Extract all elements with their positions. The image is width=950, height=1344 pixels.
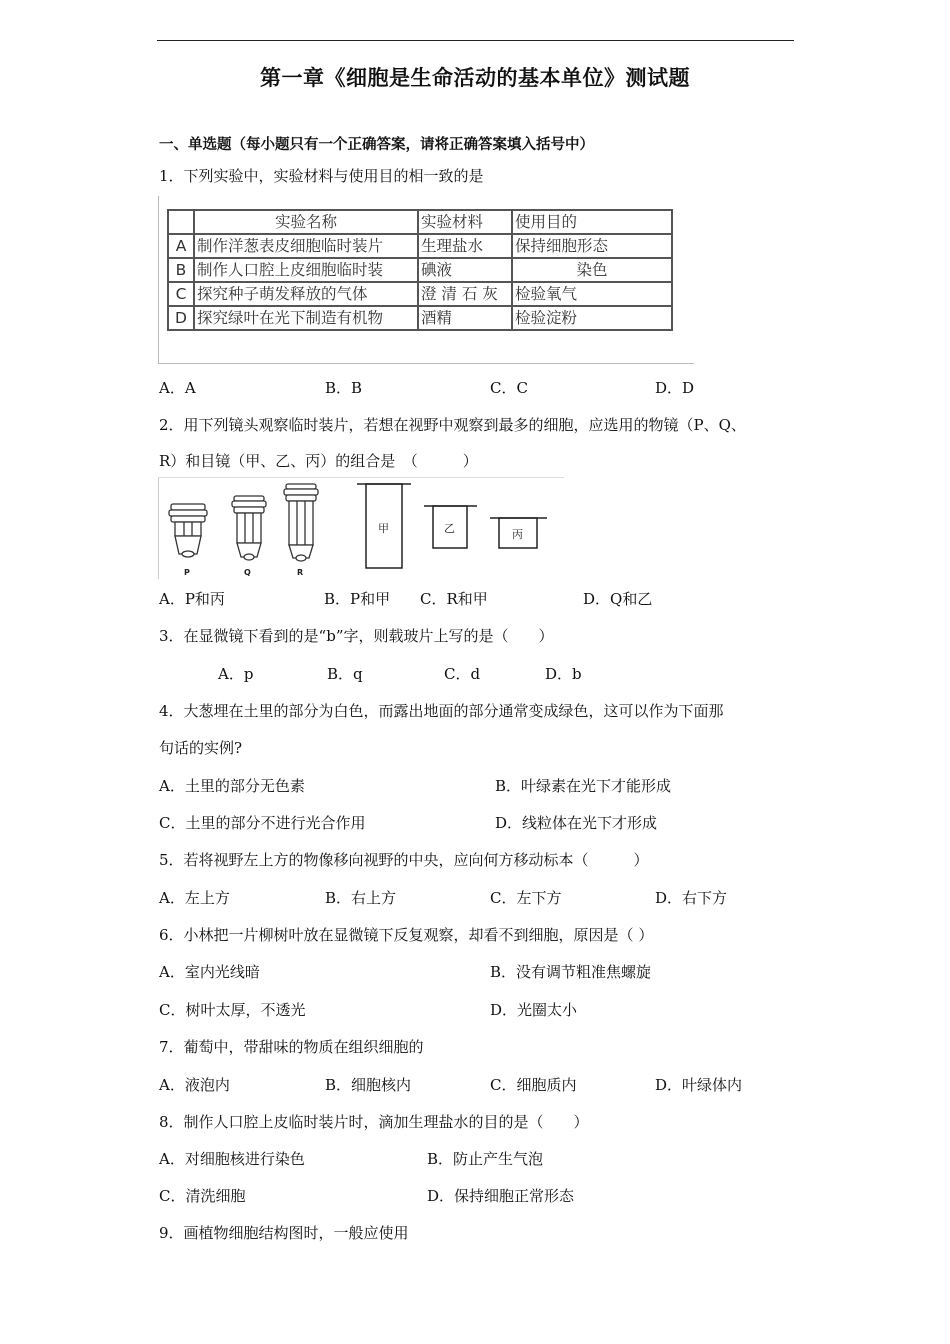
q8-option-b: B．防止产生气泡 [427,1150,544,1168]
q4-option-b: B．叶绿素在光下才能形成 [495,777,672,795]
table-row [168,282,672,306]
q1-option-a: A．A [159,379,196,397]
experiment-table [167,209,673,331]
q1-table-image [158,196,694,364]
row-purpose: 染色 [512,258,672,282]
q8-option-a: A．对细胞核进行染色 [159,1150,305,1168]
row-purpose: 保持细胞形态 [512,234,672,258]
q3-option-a: A．p [218,665,254,683]
q7-option-d: D．叶绿体内 [655,1076,743,1094]
q2-stem-line1: 2．用下列镜头观察临时装片，若想在视野中观察到最多的细胞，应选用的物镜（P、Q、 [159,416,746,434]
q4-option-d: D．线粒体在光下才形成 [495,814,658,832]
table-header-key [168,210,194,234]
row-material: 澄 清 石 灰 [418,282,512,306]
q2-option-b: B．P和甲 [324,590,391,608]
row-key: B [168,258,194,282]
q3-option-c: C．d [444,665,481,683]
q7-option-c: C．细胞质内 [490,1076,577,1094]
q3-option-d: D．b [545,665,582,683]
q5-option-b: B．右上方 [325,889,397,907]
q2-option-d: D．Q和乙 [583,590,653,608]
row-material: 生理盐水 [418,234,512,258]
row-name: 制作人口腔上皮细胞临时装 [194,258,418,282]
objective-lens-p [169,504,207,557]
q6-stem: 6．小林把一片柳树叶放在显微镜下反复观察，却看不到细胞，原因是（ ） [159,926,654,944]
table-row [168,258,672,282]
table-header-row [168,210,672,234]
q9-stem: 9．画植物细胞结构图时，一般应使用 [159,1224,409,1242]
q6-option-c: C．树叶太厚，不透光 [159,1001,306,1019]
q6-option-b: B．没有调节粗准焦螺旋 [490,963,652,981]
row-name: 探究绿叶在光下制造有机物 [194,306,418,330]
q1-option-d: D．D [655,379,695,397]
table-row [168,234,672,258]
q5-option-c: C．左下方 [490,889,562,907]
q8-option-c: C．清洗细胞 [159,1187,246,1205]
q3-option-b: B．q [327,665,363,683]
eyepiece-label-yi: 乙 [444,522,455,535]
q2-stem-line2: R）和目镜（甲、乙、丙）的组合是 （ ） [159,452,478,470]
row-key: D [168,306,194,330]
row-purpose: 检验氧气 [512,282,672,306]
row-name: 制作洋葱表皮细胞临时装片 [194,234,418,258]
objective-label-q: Q [244,568,251,577]
row-key: C [168,282,194,306]
table-header-material: 实验材料 [418,210,512,234]
q6-option-a: A．室内光线暗 [159,963,260,981]
q2-lens-image [158,477,564,579]
lens-diagram [159,478,565,580]
objective-lens-q [232,496,266,560]
row-material: 酒精 [418,306,512,330]
objective-lens-r [284,484,318,561]
objective-label-r: R [297,568,304,577]
row-name: 探究种子萌发释放的气体 [194,282,418,306]
q1-stem: 1．下列实验中，实验材料与使用目的相一致的是 [159,167,484,185]
q8-option-d: D．保持细胞正常形态 [427,1187,575,1205]
table-header-purpose: 使用目的 [512,210,672,234]
eyepiece-label-bing: 丙 [512,528,523,541]
section-heading: 一、单选题（每小题只有一个正确答案，请将正确答案填入括号中） [159,137,594,153]
q1-option-c: C．C [490,379,528,397]
q5-option-d: D．右下方 [655,889,728,907]
page-title: 第一章《细胞是生命活动的基本单位》测试题 [260,66,690,90]
q4-stem-line1: 4．大葱埋在土里的部分为白色，而露出地面的部分通常变成绿色，这可以作为下面那 [159,702,724,720]
q7-option-a: A．液泡内 [159,1076,230,1094]
q5-option-a: A．左上方 [159,889,230,907]
q3-stem: 3．在显微镜下看到的是“b”字，则载玻片上写的是（ ） [159,627,554,645]
q4-stem-line2: 句话的实例? [159,739,243,757]
row-key: A [168,234,194,258]
q4-option-a: A．土里的部分无色素 [159,777,305,795]
eyepiece-label-jia: 甲 [378,522,389,535]
row-purpose: 检验淀粉 [512,306,672,330]
q4-option-c: C．土里的部分不进行光合作用 [159,814,366,832]
q2-option-a: A．P和丙 [159,590,225,608]
row-material: 碘液 [418,258,512,282]
q2-option-c: C．R和甲 [420,590,488,608]
q8-stem: 8．制作人口腔上皮临时装片时，滴加生理盐水的目的是（ ） [159,1113,589,1131]
objective-label-p: P [184,568,190,577]
table-row [168,306,672,330]
q7-option-b: B．细胞核内 [325,1076,412,1094]
top-rule [157,40,794,41]
q1-option-b: B．B [325,379,363,397]
q6-option-d: D．光圈太小 [490,1001,578,1019]
table-header-name: 实验名称 [194,210,418,234]
q5-stem: 5．若将视野左上方的物像移向视野的中央，应向何方移动标本（ ） [159,851,649,869]
q7-stem: 7．葡萄中，带甜味的物质在组织细胞的 [159,1038,424,1056]
